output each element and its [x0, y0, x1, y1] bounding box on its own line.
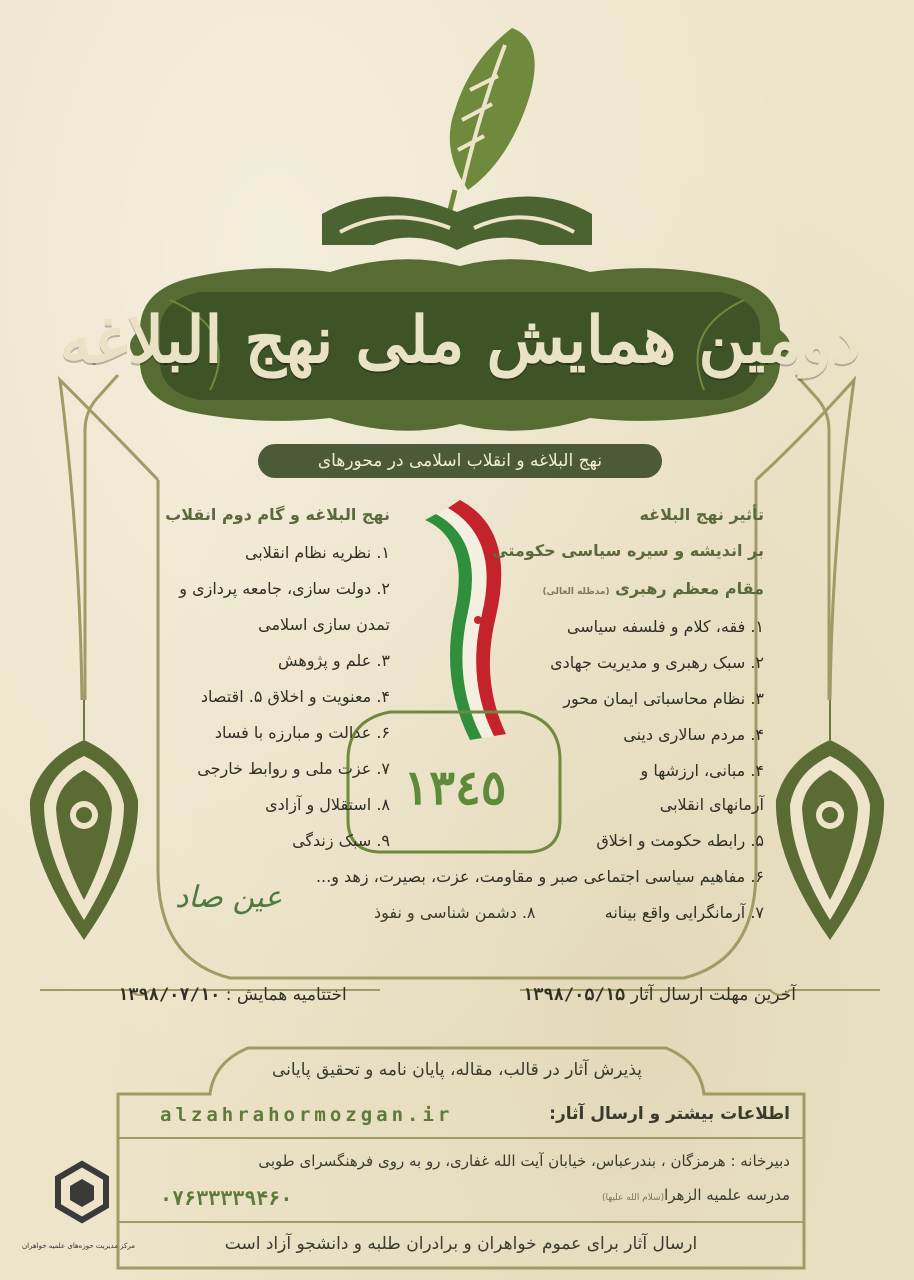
right-heading-3: مقام معظم رهبری (مدظله العالی): [542, 579, 764, 598]
acceptance-text: پذیرش آثار در قالب، مقاله، پایان نامه و تحقیق پایانی: [271, 1060, 643, 1080]
website-link[interactable]: alzahrahormozgan.ir: [160, 1104, 454, 1126]
footer-note: ارسال آثار برای عموم خواهران و برادران طلبه و دانشجو آزاد است: [224, 1234, 698, 1254]
right-item-9: ۸. دشمن شناسی و نفوذ: [374, 903, 536, 922]
left-topics-column: [150, 505, 390, 865]
right-heading-2: بر اندیشه و سیره سیاسی حکومتی: [492, 541, 764, 560]
left-item-4-5: ۴. معنویت و اخلاق ۵. اقتصاد: [200, 687, 390, 706]
right-pendant-ornament: [776, 700, 884, 940]
left-item-7: ۷. عزت ملی و روابط خارجی: [197, 759, 390, 778]
left-item-6: ۶. عدالت و مبارزه با فساد: [214, 723, 390, 742]
closing-date: ۱۳۹۸/۰۷/۱۰: [118, 985, 221, 1005]
right-item-3: ۳. نظام محاسباتی ایمان محور: [563, 689, 764, 708]
signature: عین صاد: [175, 880, 283, 915]
emblem-text: ١٣٤٥: [403, 760, 507, 816]
book-icon: [322, 196, 592, 250]
left-item-2: ۲. دولت سازی، جامعه پردازی و: [179, 579, 390, 598]
organization-logo: [58, 1164, 106, 1220]
right-item-5: ۴. مبانی، ارزشها و: [640, 761, 764, 780]
right-item-5-cont: آرمانهای انقلابی: [659, 795, 764, 814]
poster-title: دومین همایش ملی نهج البلاغه: [59, 302, 861, 378]
heading-note: (مدظله العالی): [542, 587, 610, 597]
submission-deadline: آخرین مهلت ارسال آثار ۱۳۹۸/۰۵/۱۵: [522, 985, 796, 1005]
left-item-9: ۹. سبک زندگی: [292, 831, 390, 850]
logo-caption: مرکز مدیریت حوزه‌های علمیه خواهران: [22, 1242, 135, 1250]
poster-subtitle: نهج البلاغه و انقلاب اسلامی در محورهای: [258, 444, 662, 478]
right-item-2: ۲. سبک رهبری و مدیریت جهادی: [550, 653, 764, 672]
secretariat-address: دبیرخانه : هرمزگان ، بندرعباس، خیابان آیت الله غفاری، رو به روی فرهنگسرای طوبی: [258, 1152, 790, 1170]
right-heading-1: تأثیر نهج البلاغه: [639, 505, 764, 524]
right-item-6: ۵. رابطه حکومت و اخلاق: [596, 831, 764, 850]
left-heading: نهج البلاغه و گام دوم انقلاب: [165, 505, 390, 524]
left-pendant-ornament: [30, 700, 138, 940]
school-name: مدرسه علمیه الزهرا(سلام الله علیها): [601, 1186, 790, 1204]
right-item-7: ۶. مفاهیم سیاسی اجتماعی صبر و مقاومت، عزت، بصیرت، زهد و...: [315, 867, 764, 886]
info-label: اطلاعات بیشتر و ارسال آثار:: [549, 1104, 790, 1124]
right-item-8: ۷. آرمانگرایی واقع بینانه: [604, 903, 764, 922]
left-item-2-cont: تمدن سازی اسلامی: [258, 615, 390, 634]
closing-ceremony: اختتامیه همایش : ۱۳۹۸/۰۷/۱۰: [118, 985, 347, 1005]
phone-number[interactable]: ۰۷۶۳۳۳۳۹۴۶۰: [160, 1186, 293, 1210]
left-item-8: ۸. استقلال و آزادی: [265, 795, 390, 814]
right-item-4: ۴. مردم سالاری دینی: [623, 725, 764, 744]
submission-date: ۱۳۹۸/۰۵/۱۵: [522, 985, 626, 1005]
right-item-1: ۱. فقه، کلام و فلسفه سیاسی: [566, 617, 764, 636]
quill-icon: [450, 28, 535, 210]
left-item-3: ۳. علم و پژوهش: [278, 651, 390, 670]
left-item-1: ۱. نظریه نظام انقلابی: [244, 543, 390, 562]
